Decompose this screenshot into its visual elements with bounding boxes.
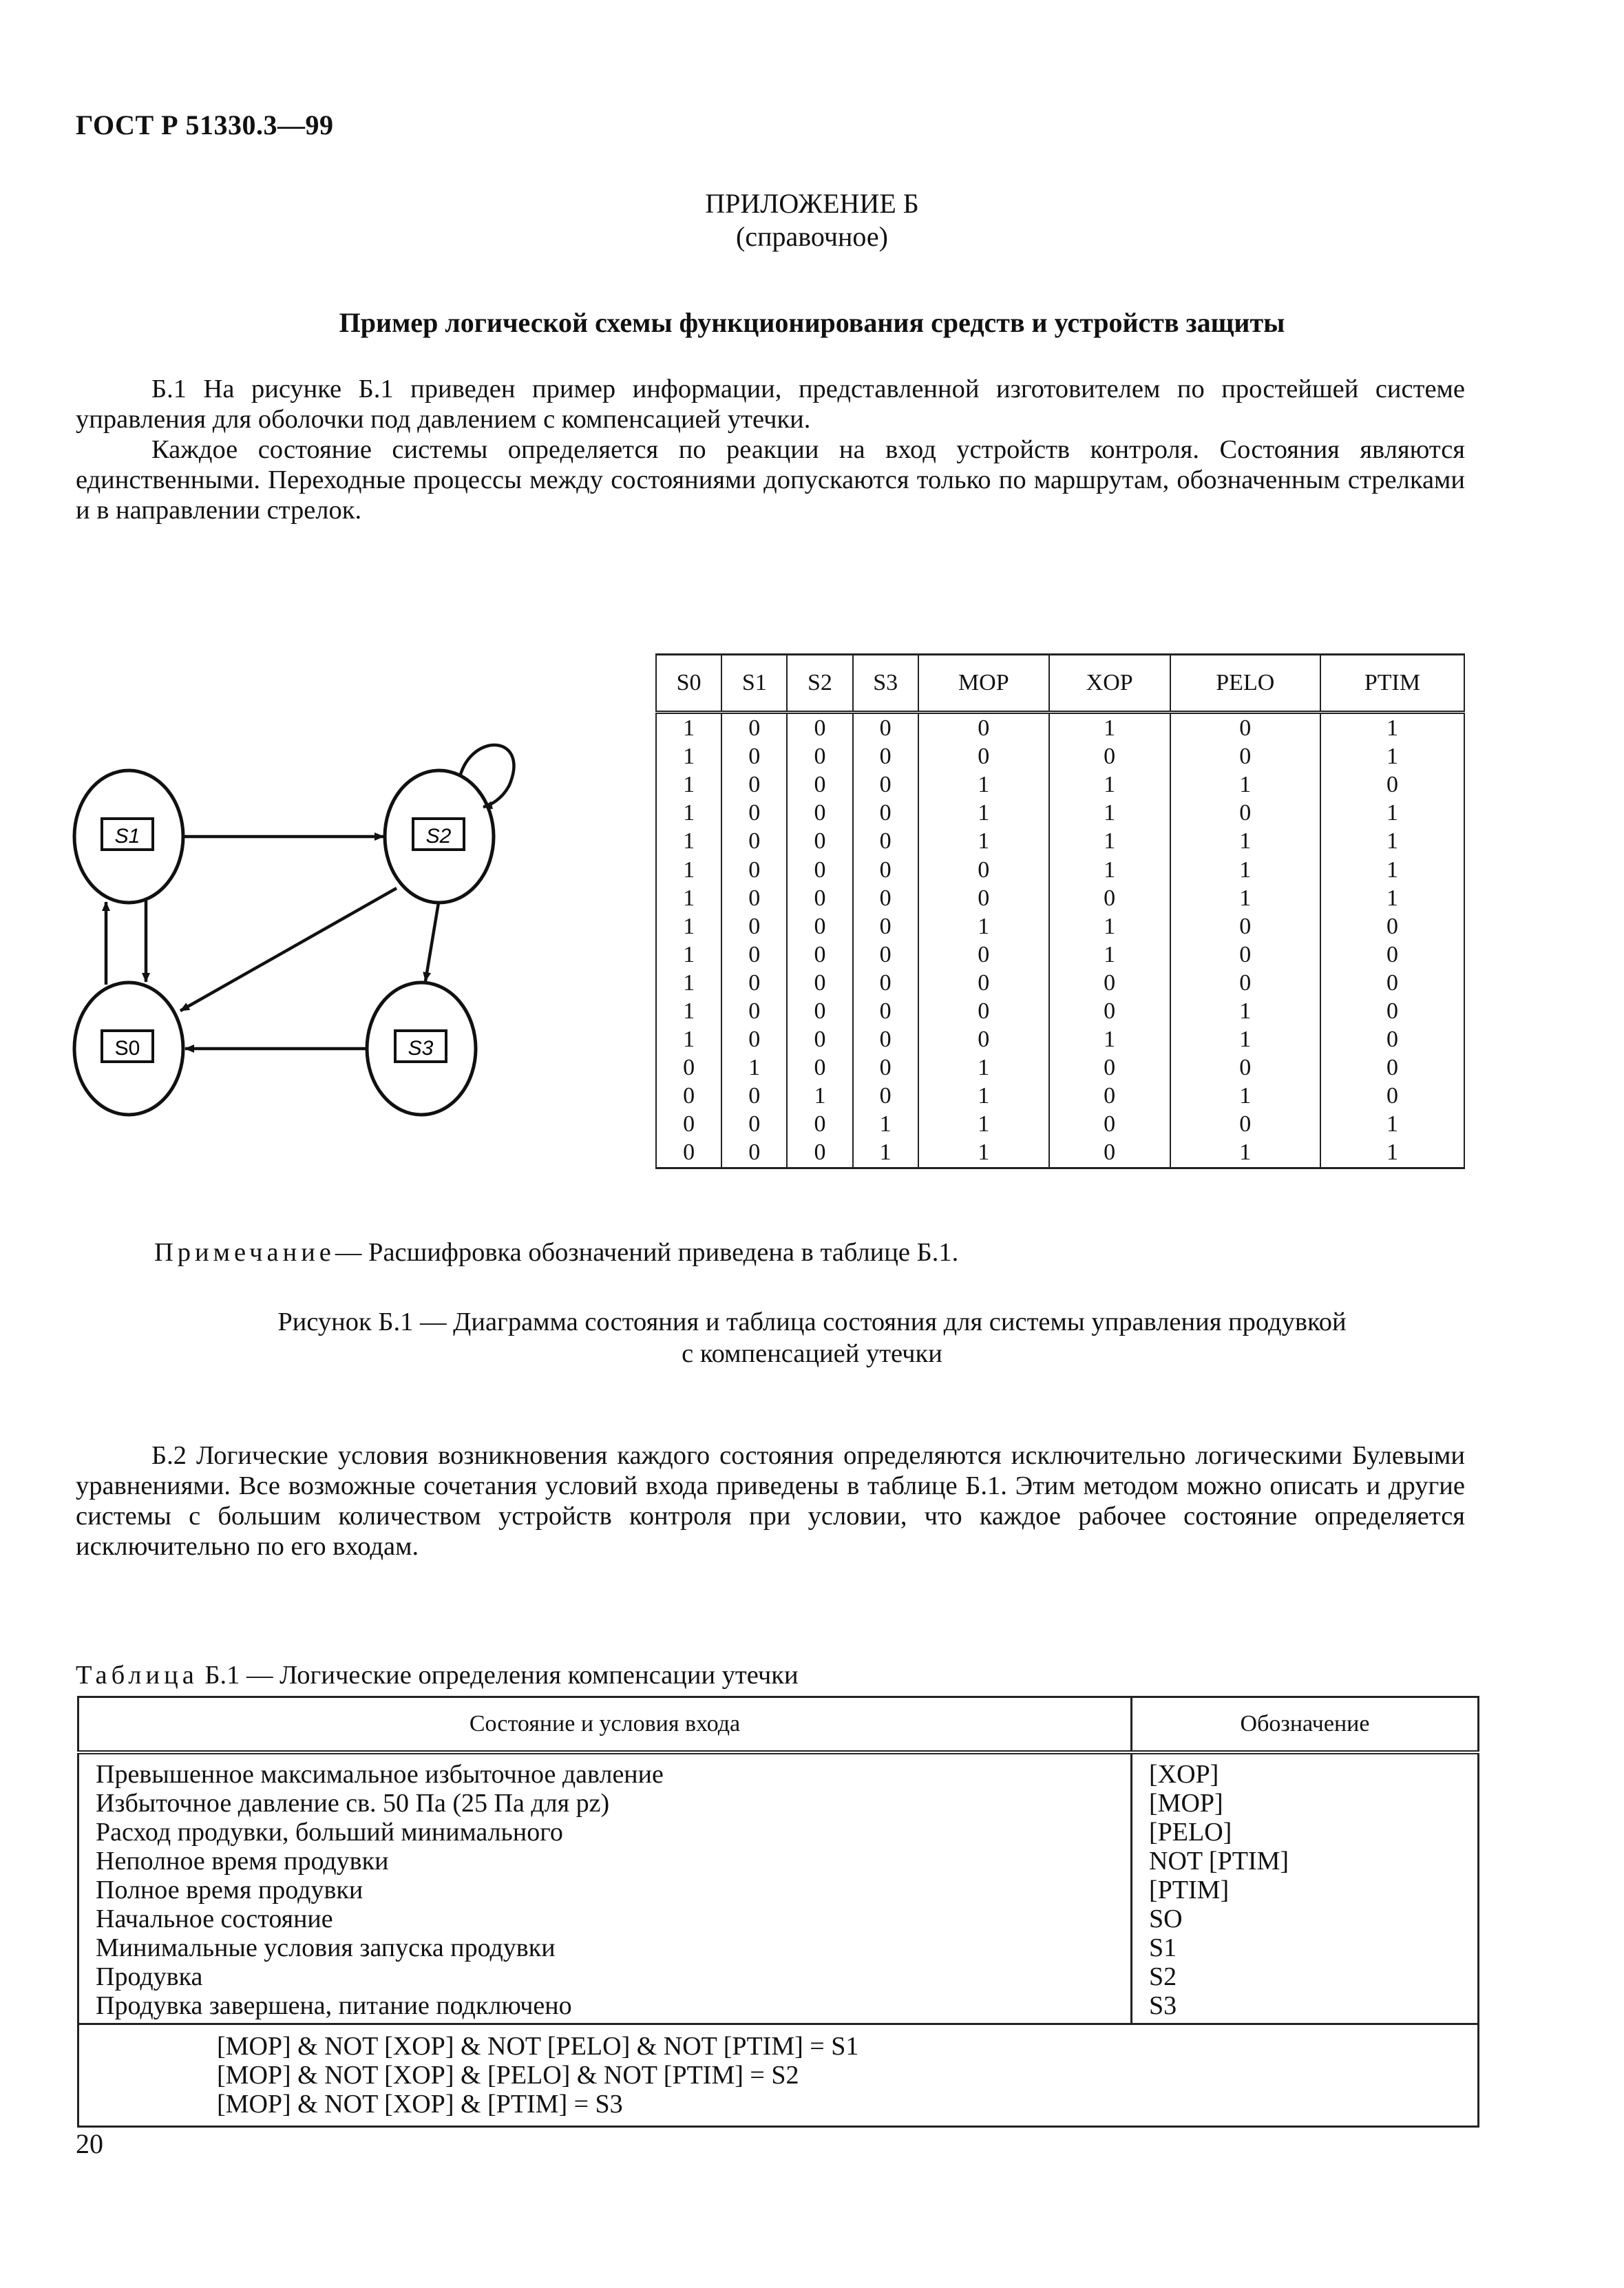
state-table-cell: 1: [656, 713, 721, 743]
col-header-s1: S1: [721, 655, 787, 713]
state-table-row: [656, 799, 1464, 827]
state-table-cell: 1: [1320, 1138, 1464, 1168]
state-table-header-row: [656, 655, 1464, 713]
note-text: — Расшифровка обозначений приведена в таблице Б.1.: [335, 1238, 959, 1267]
state-table-cell: 0: [1170, 1110, 1320, 1138]
state-table-cell: 0: [1320, 997, 1464, 1025]
table-title: [76, 1660, 799, 1690]
condition-item: Избыточное давление св. 50 Па (25 Па для pz): [96, 1789, 610, 1818]
state-table-cell: 1: [918, 1082, 1049, 1110]
state-table-cell: 1: [656, 799, 721, 827]
state-table-cell: 0: [853, 912, 918, 941]
state-table-cell: 1: [1049, 1025, 1170, 1053]
figure-caption-line1: Рисунок Б.1 — Диаграмма состояния и таблица состояния для системы управления продувкой: [277, 1308, 1347, 1336]
state-table-cell: 0: [721, 997, 787, 1025]
state-table-cell: 0: [1049, 1082, 1170, 1110]
state-label-s1: S1: [114, 825, 140, 848]
arrow-s2-to-s0: [180, 888, 397, 1011]
note-label: Примечание: [154, 1238, 335, 1267]
figure-caption-line2: с компенсацией утечки: [682, 1339, 942, 1368]
state-table-cell: 0: [721, 1110, 787, 1138]
figure-caption: [0, 1306, 1624, 1369]
state-node-s3: [367, 983, 476, 1115]
state-table-cell: 0: [1320, 1025, 1464, 1053]
state-table-cell: 1: [721, 1053, 787, 1082]
state-table-row: [656, 997, 1464, 1025]
state-table-cell: 0: [1170, 742, 1320, 770]
state-table-cell: 0: [1049, 1138, 1170, 1168]
state-table-cell: 1: [918, 1138, 1049, 1168]
state-table-row: [656, 770, 1464, 799]
designation-item: [XOP]: [1149, 1760, 1219, 1789]
state-table-cell: 0: [1049, 997, 1170, 1025]
state-table-cell: 0: [721, 799, 787, 827]
table-title-label: Таблица: [76, 1661, 198, 1690]
state-table-cell: 1: [918, 1110, 1049, 1138]
state-label-s3: S3: [408, 1037, 434, 1060]
table-title-text: Б.1 — Логические определения компенсации утечки: [204, 1661, 799, 1690]
state-table-cell: 1: [1320, 1110, 1464, 1138]
col-header-s2: S2: [787, 655, 852, 713]
designation-item: NOT [PTIM]: [1149, 1847, 1289, 1876]
state-table-cell: 0: [1320, 1082, 1464, 1110]
condition-item: Полное время продувки: [96, 1876, 363, 1904]
state-table-cell: 0: [1049, 884, 1170, 912]
col-header-xop: XOP: [1049, 655, 1170, 713]
col-header-s3: S3: [853, 655, 918, 713]
state-table-cell: 1: [787, 1082, 852, 1110]
condition-item: Начальное состояние: [96, 1904, 333, 1933]
state-table-cell: 1: [1320, 742, 1464, 770]
col-header-ptim: PTIM: [1320, 655, 1464, 713]
state-table-cell: 0: [656, 1138, 721, 1168]
state-table-cell: 1: [1170, 1082, 1320, 1110]
state-table-cell: 1: [1320, 855, 1464, 883]
state-table-cell: 1: [1049, 770, 1170, 799]
state-table-cell: 0: [853, 713, 918, 743]
state-table-cell: 0: [787, 912, 852, 941]
condition-item: Неполное время продувки: [96, 1847, 389, 1876]
state-table-cell: 1: [918, 770, 1049, 799]
paragraph-b2: Б.2 Логические условия возникновения каждого состояния определяются исключительно логическими Булевыми уравнениями. Все возможные сочетания условий входа приведены в таблице Б.1. Этим методом можно описать и другие системы с большим количеством устройств контроля при условии, что каждое рабочее состояние определяется исключительно по его входам.: [76, 1441, 1465, 1561]
state-table-row: [656, 941, 1464, 969]
state-table-cell: 0: [787, 827, 852, 855]
state-table-cell: 0: [787, 969, 852, 997]
state-table-cell: 0: [918, 941, 1049, 969]
state-table-cell: 1: [1320, 884, 1464, 912]
state-table-cell: 1: [918, 827, 1049, 855]
state-table-cell: 1: [1170, 884, 1320, 912]
state-table-cell: 0: [787, 770, 852, 799]
condition-item: Расход продувки, больший минимального: [96, 1818, 563, 1847]
state-table-cell: 1: [918, 1053, 1049, 1082]
formula-item: [MOP] & NOT [XOP] & NOT [PELO] & NOT [PTIM] = S1: [217, 2032, 859, 2061]
condition-item: Продувка: [96, 1962, 203, 1991]
state-table-cell: 0: [1049, 1110, 1170, 1138]
state-table-cell: 1: [656, 997, 721, 1025]
col-header-mop: MOP: [918, 655, 1049, 713]
designation-item: S2: [1149, 1962, 1177, 1991]
state-table-cell: 0: [918, 997, 1049, 1025]
state-table-cell: 1: [1170, 1025, 1320, 1053]
state-table-row: [656, 1025, 1464, 1053]
state-table-cell: 1: [656, 855, 721, 883]
state-table-cell: 0: [853, 884, 918, 912]
state-table-row: [656, 884, 1464, 912]
state-table-cell: 1: [1320, 713, 1464, 743]
state-table-cell: 0: [721, 884, 787, 912]
state-table-cell: 0: [721, 827, 787, 855]
state-table-cell: 0: [853, 1082, 918, 1110]
state-table-cell: 1: [853, 1110, 918, 1138]
state-table-cell: 0: [853, 770, 918, 799]
designation-item: S1: [1149, 1933, 1177, 1962]
state-table-cell: 0: [656, 1110, 721, 1138]
state-table-cell: 1: [1049, 799, 1170, 827]
state-table-row: [656, 1138, 1464, 1168]
state-table-cell: 0: [787, 742, 852, 770]
state-table-cell: 0: [918, 884, 1049, 912]
state-node-s0: [74, 983, 183, 1115]
state-table-row: [656, 1053, 1464, 1082]
designation-item: [PELO]: [1149, 1818, 1232, 1847]
state-table-cell: 0: [918, 742, 1049, 770]
state-label-s2: S2: [425, 825, 452, 848]
state-table-cell: 1: [1170, 855, 1320, 883]
formula-item: [MOP] & NOT [XOP] & [PELO] & NOT [PTIM] = S2: [217, 2061, 799, 2090]
state-node-s1: [74, 770, 183, 903]
state-table-cell: 0: [1170, 799, 1320, 827]
state-table-cell: 0: [721, 742, 787, 770]
state-table-cell: 0: [787, 1025, 852, 1053]
state-table-cell: 0: [721, 713, 787, 743]
state-table-cell: 0: [1320, 770, 1464, 799]
state-table-cell: 0: [721, 1082, 787, 1110]
col-header-pelo: PELO: [1170, 655, 1320, 713]
appendix-title: ПРИЛОЖЕНИЕ Б: [705, 188, 919, 219]
paragraph-b1: Б.1 На рисунке Б.1 приведен пример информации, представленной изготовителем по простейшей системе управления для оболочки под давлением с компенсацией утечки.: [76, 375, 1465, 434]
state-table-row: [656, 827, 1464, 855]
designation-item: SO: [1149, 1904, 1183, 1933]
state-table-cell: 0: [853, 799, 918, 827]
state-table-cell: 1: [853, 1138, 918, 1168]
state-table-cell: 0: [787, 1138, 852, 1168]
standard-header: ГОСТ Р 51330.3—99: [76, 109, 334, 140]
state-table-cell: 1: [656, 941, 721, 969]
state-table-cell: 0: [853, 969, 918, 997]
state-table-row: [656, 1110, 1464, 1138]
state-table-cell: 0: [787, 884, 852, 912]
state-table-cell: 1: [918, 912, 1049, 941]
figure-note: [154, 1237, 958, 1268]
state-table-cell: 1: [656, 1025, 721, 1053]
state-table-cell: 0: [721, 1138, 787, 1168]
state-table-row: [656, 713, 1464, 743]
state-table-cell: 0: [853, 997, 918, 1025]
state-table-cell: 0: [1320, 969, 1464, 997]
condition-item: Превышенное максимальное избыточное давление: [96, 1760, 664, 1789]
section-heading: Пример логической схемы функционирования средств и устройств защиты: [339, 307, 1285, 338]
designation-item: [PTIM]: [1149, 1876, 1230, 1904]
state-table-cell: 0: [656, 1082, 721, 1110]
formulas-row: [78, 2024, 1479, 2127]
state-table-cell: 0: [721, 969, 787, 997]
state-table-cell: 0: [918, 1025, 1049, 1053]
state-table-row: [656, 969, 1464, 997]
definitions-header-row: [78, 1697, 1479, 1753]
state-table-cell: 0: [918, 713, 1049, 743]
designation-item: S3: [1149, 1991, 1177, 2020]
state-table-cell: 0: [1320, 941, 1464, 969]
arrow-s2-to-s3: [425, 903, 439, 981]
designation-item: [MOP]: [1149, 1789, 1223, 1818]
state-table-cell: 0: [1320, 912, 1464, 941]
state-diagram: [62, 716, 558, 1143]
state-table-cell: 0: [787, 713, 852, 743]
state-table-cell: 1: [1049, 912, 1170, 941]
state-table-cell: 0: [787, 997, 852, 1025]
state-table-cell: 0: [656, 1053, 721, 1082]
state-table-cell: 1: [1170, 827, 1320, 855]
formulas-list: [78, 2024, 1479, 2127]
header-designation: Обозначение: [1132, 1697, 1479, 1753]
state-node-s2: [385, 770, 494, 903]
state-table-cell: 0: [1170, 912, 1320, 941]
paragraph-b1-states: Каждое состояние системы определяется по реакции на вход устройств контроля. Состояния являются единственными. Переходные процессы между состояниями допускаются только по маршрутам, обозначенным стрелками и в направлении стрелок.: [76, 435, 1465, 525]
state-table-cell: 0: [1049, 1053, 1170, 1082]
state-table-cell: 1: [1170, 997, 1320, 1025]
conditions-list: [78, 1752, 1132, 2024]
state-table-row: [656, 855, 1464, 883]
state-table-cell: 0: [1170, 1053, 1320, 1082]
state-table-row: [656, 742, 1464, 770]
state-table-cell: 1: [1320, 827, 1464, 855]
header-conditions: Состояние и условия входа: [78, 1697, 1132, 1753]
state-table-cell: 1: [656, 884, 721, 912]
state-table-cell: 1: [656, 827, 721, 855]
col-header-s0: S0: [656, 655, 721, 713]
state-table-cell: 0: [721, 941, 787, 969]
state-table-cell: 1: [1320, 799, 1464, 827]
state-table-cell: 1: [656, 742, 721, 770]
state-table-cell: 0: [721, 1025, 787, 1053]
state-table-cell: 0: [787, 799, 852, 827]
arrow-s2-self-loop: [460, 745, 514, 807]
state-table-cell: 0: [853, 1053, 918, 1082]
appendix-subtitle: (справочное): [736, 221, 888, 252]
state-table-cell: 0: [1170, 713, 1320, 743]
state-table-cell: 0: [721, 770, 787, 799]
page-number: 20: [76, 2128, 103, 2159]
state-table-cell: 0: [1049, 742, 1170, 770]
state-table-cell: 1: [1049, 941, 1170, 969]
state-table-cell: 0: [787, 1110, 852, 1138]
state-table-cell: 1: [1049, 855, 1170, 883]
state-table-cell: 0: [853, 941, 918, 969]
state-table-cell: 1: [918, 799, 1049, 827]
state-table-cell: 0: [787, 941, 852, 969]
state-table-cell: 0: [721, 912, 787, 941]
designations-list: [1132, 1752, 1479, 2024]
state-table-cell: 0: [1320, 1053, 1464, 1082]
state-table-row: [656, 912, 1464, 941]
state-table-cell: 0: [853, 855, 918, 883]
state-table-cell: 1: [1170, 770, 1320, 799]
condition-item: Минимальные условия запуска продувки: [96, 1933, 556, 1962]
state-table-cell: 1: [1049, 713, 1170, 743]
state-table-cell: 0: [918, 969, 1049, 997]
state-table-cell: 0: [787, 855, 852, 883]
state-table-cell: 0: [853, 827, 918, 855]
state-table-cell: 0: [1049, 969, 1170, 997]
state-table-cell: 0: [787, 1053, 852, 1082]
state-table-cell: 1: [656, 770, 721, 799]
state-table-cell: 1: [656, 912, 721, 941]
state-table-cell: 1: [656, 969, 721, 997]
state-table-row: [656, 1082, 1464, 1110]
state-table-cell: 0: [1170, 969, 1320, 997]
state-table-cell: 0: [853, 742, 918, 770]
state-table-cell: 0: [918, 855, 1049, 883]
state-table-cell: 0: [853, 1025, 918, 1053]
state-label-s0: S0: [114, 1037, 140, 1060]
definitions-table: [77, 1696, 1479, 2128]
state-table-cell: 0: [1170, 941, 1320, 969]
state-table-cell: 1: [1170, 1138, 1320, 1168]
state-table-cell: 1: [1049, 827, 1170, 855]
formula-item: [MOP] & NOT [XOP] & [PTIM] = S3: [217, 2090, 623, 2119]
condition-item: Продувка завершена, питание подключено: [96, 1991, 572, 2020]
state-table-cell: 0: [721, 855, 787, 883]
definitions-body-row: [78, 1752, 1479, 2024]
state-table: [655, 653, 1465, 1169]
